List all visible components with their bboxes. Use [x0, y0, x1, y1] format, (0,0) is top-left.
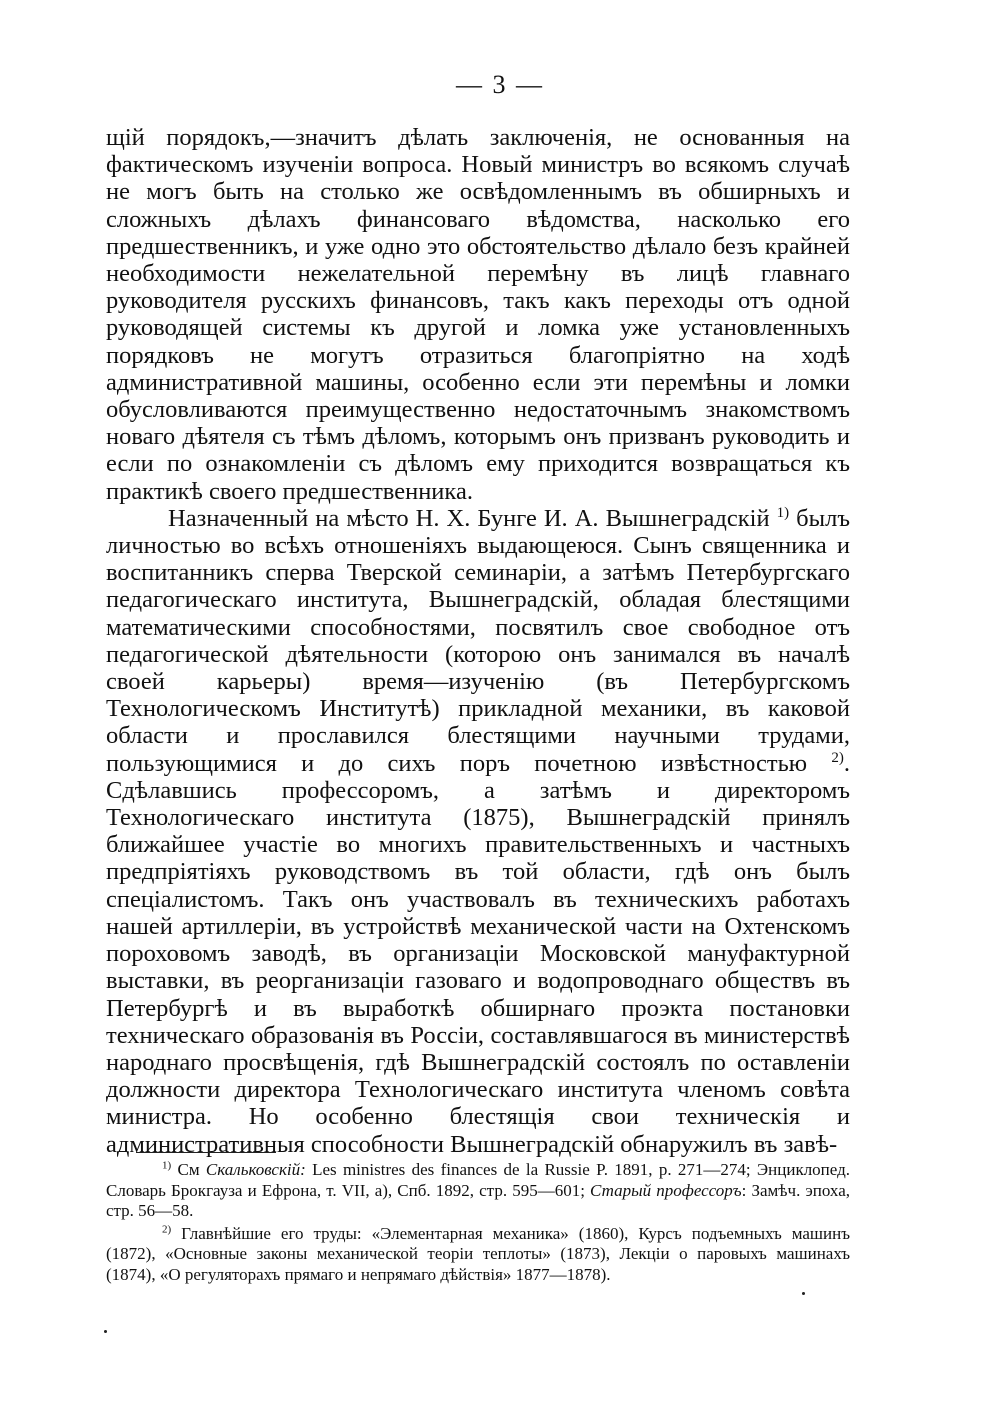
main-text [106, 124, 850, 1158]
paragraph-2-middle: былъ личностью во всѣхъ отношеніяхъ выдающеюся. Сынъ священника и воспитанникъ сперва Тверской семинаріи, а затѣмъ Петербургскаго педагогическаго института, Вышнеградскій, обладая блестящими математическими способностями, посвятилъ свое свободное отъ педагогической дѣятельности (которою онъ занимался въ началѣ своей карьеры) время—изученію (въ Петербургскомъ Технологическомъ Институтѣ) прикладной механики, въ каковой области и прославился блестящими научными трудами, пользующимися и до сихъ поръ почетною извѣстностью [106, 504, 850, 777]
paragraph-1: щій порядокъ,—значитъ дѣлать заключенія, не основанныя на фактическомъ изученіи вопроса. Новый министръ во всякомъ случаѣ не могъ быть на столько же освѣдомленнымъ въ обширныхъ и сложныхъ дѣлахъ финансоваго вѣдомства, насколько его предшественникъ, и уже одно это обстоятельство дѣлало безъ крайней необходимости нежелательной перемѣну въ лицѣ главнаго руководителя русскихъ финансовъ, такъ какъ переходы отъ одной руководящей системы къ другой и ломка уже установленныхъ порядковъ не могутъ отразиться благопріятно на ходѣ административной машины, особенно если эти перемѣны и ломки обусловливаются преимущественно недостаточнымъ знакомствомъ новаго дѣятеля съ тѣмъ дѣломъ, которымъ онъ призванъ руководить и если по ознакомленіи съ дѣломъ ему приходится возвращаться къ практикѣ своего предшественника. [106, 124, 850, 505]
footnote-2-text: Главнѣйшие его труды: «Элементарная механика» (1860), Курсъ подъемныхъ машинъ (1872), «Основные законы механической теоріи теплоты» (1873), Лекціи о паровыхъ машинахъ (1874), «О регуляторахъ прямаго и непрямаго дѣйствія» 1877—1878). [106, 1223, 850, 1284]
paragraph-2 [106, 505, 850, 1158]
page-number: — 3 — [456, 70, 544, 99]
footnote-divider [136, 1152, 276, 1153]
footnote-1-pre: См [177, 1160, 206, 1179]
footnote-ref-2: 2) [831, 749, 844, 766]
footnote-1-mark: 1) [162, 1159, 172, 1172]
footnote-1 [106, 1160, 850, 1222]
ink-speck [802, 1292, 805, 1295]
footnote-1-title: Старый профессоръ [590, 1180, 742, 1200]
footnote-1-text: Les ministres des finances de la Russie P. 1891, p. 271—274; Энциклопед. Словарь Брокгауза и Ефрона, т. VII, а), Спб. 1892, стр. 595—601; [106, 1160, 851, 1200]
footnote-2-mark: 2) [162, 1222, 172, 1235]
footnote-1-author: Скальковскій: [205, 1160, 306, 1179]
paragraph-2-end: . Сдѣлавшись профессоромъ, а затѣмъ и директоромъ Технологическаго института (1875), Вышнеградскій принялъ ближайшее участіе во многихъ правительственныхъ и частныхъ предпріятіяхъ руководствомъ въ той области, гдѣ онъ былъ спеціалистомъ. Такъ онъ участвовалъ въ техническихъ работахъ нашей артиллеріи, въ устройствѣ механической части на Охтенскомъ пороховомъ заводѣ, въ организаціи Московской мануфактурной выставки, въ реорганизаціи газоваго и водопроводнаго обществъ въ Петербургѣ и въ выработкѣ обширнаго проэкта постановки техническаго образованія въ Россіи, составлявшагося въ министерствѣ народнаго просвѣщенія, гдѣ Вышнеградскій состоялъ по оставленіи должности директора Технологическаго института членомъ совѣта министра. Но особенно блестящія свои техническія и административныя способности Вышнеградскій обнаружилъ въ завѣ- [106, 749, 850, 1158]
paragraph-2-start: Назначенный на мѣсто Н. Х. Бунге И. А. Вышнеградскій [168, 504, 770, 532]
footnote-1-tail: : Замѣч. эпоха, стр. 56—58. [106, 1180, 850, 1220]
ink-speck [104, 1330, 107, 1333]
footnote-2 [106, 1224, 850, 1286]
footnotes [106, 1160, 850, 1287]
footnote-ref-1: 1) [776, 504, 790, 521]
